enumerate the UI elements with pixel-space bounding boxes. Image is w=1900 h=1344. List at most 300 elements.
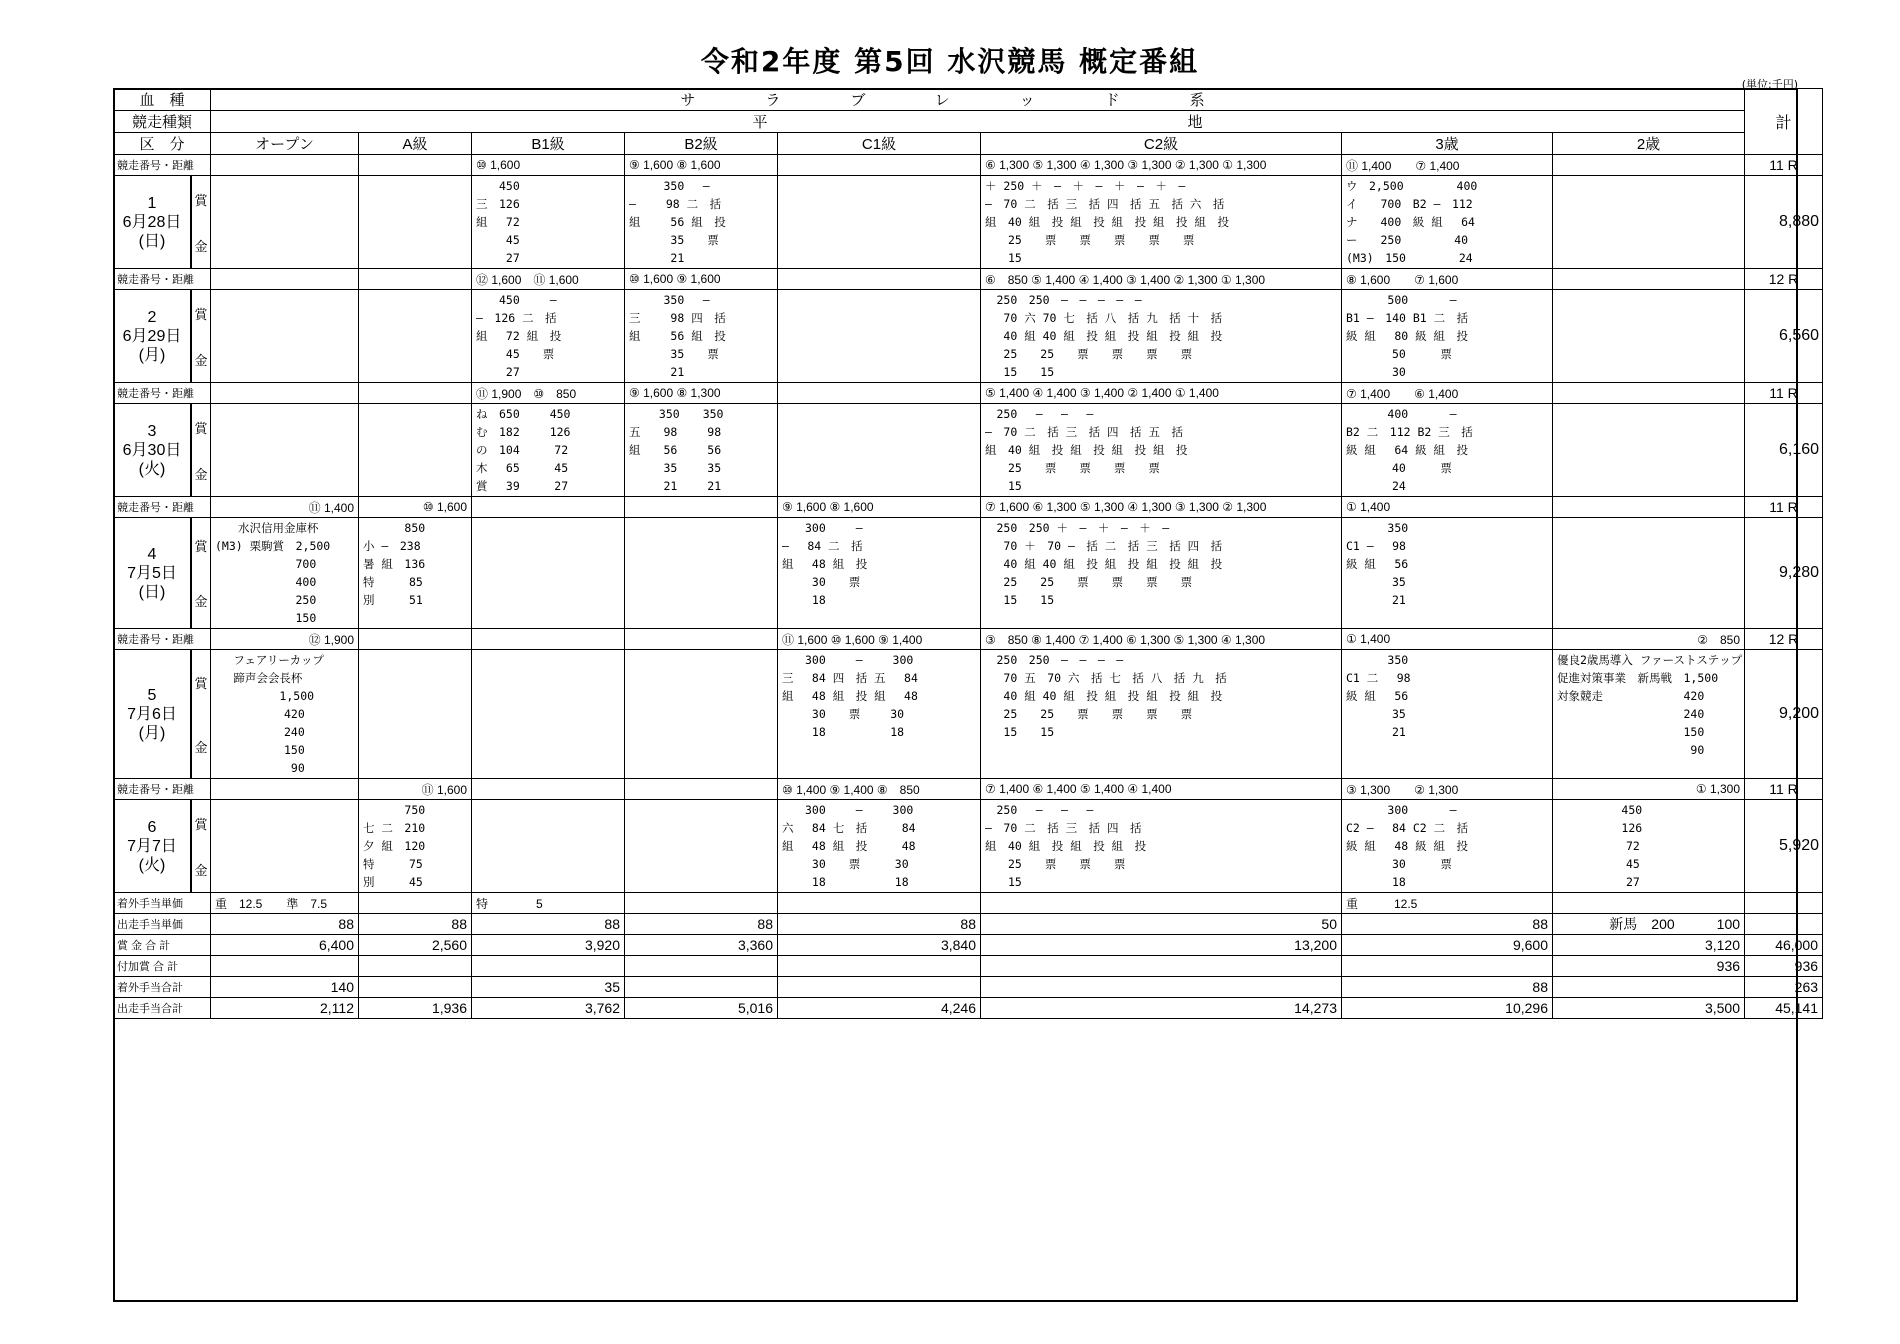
prize-cell-b2 <box>625 650 778 779</box>
prize-cell-a <box>359 518 472 629</box>
run-total-value: 1,936 <box>359 998 472 1019</box>
day-weekday: (日) <box>138 583 166 601</box>
prize-cell-3yo <box>1342 290 1553 383</box>
day-number: 2 <box>147 308 157 326</box>
race-numbers-2yo: ① 1,300 <box>1553 779 1745 800</box>
day-row <box>114 404 1823 497</box>
prize-breakdown <box>625 650 777 652</box>
race-numbers-2yo: ② 850 <box>1553 629 1745 650</box>
prize-label-2: 金 <box>194 739 208 755</box>
run-unit-label: 出走手当単価 <box>114 914 211 935</box>
prize-cell-open <box>211 650 359 779</box>
program-table <box>113 88 1823 1019</box>
prize-cell-open <box>211 800 359 893</box>
day-block <box>114 518 210 628</box>
prize-breakdown <box>472 650 624 652</box>
unit-note: (単位:千円) <box>1741 78 1798 91</box>
bonus-total-value: 140 <box>211 977 359 998</box>
bonus-total-value: 35 <box>472 977 625 998</box>
prize-breakdown: 450 三 126 組 72 45 27 <box>476 179 520 265</box>
race-number-row <box>114 779 1823 800</box>
run-unit-value: 88 <box>359 914 472 935</box>
run-total-value: 14,273 <box>981 998 1342 1019</box>
day-cell <box>114 404 211 497</box>
prize-breakdown: 400 ― B2 二 112 B2 三 括 級 組 64 級 組 投 40 票 24 <box>1346 407 1473 493</box>
prize-cell-c1 <box>778 650 981 779</box>
class-open: オープン <box>211 133 359 155</box>
bonus-unit-c1 <box>778 893 981 914</box>
race-count: 11 R <box>1745 779 1823 800</box>
prize-cell-c1 <box>778 404 981 497</box>
run-unit-row <box>114 914 1823 935</box>
race-numbers-3yo: ① 1,400 <box>1342 629 1553 650</box>
bonus-total-value: 263 <box>1745 977 1823 998</box>
race-numbers-c1: ⑨ 1,600 ⑧ 1,600 <box>778 497 981 518</box>
race-numbers-2yo <box>1553 155 1745 176</box>
run-total-value: 10,296 <box>1342 998 1553 1019</box>
day-block <box>114 290 210 382</box>
extra-total-value <box>472 956 625 977</box>
run-unit-value: 新馬 200 100 <box>1553 914 1745 935</box>
prize-total-label: 賞 金 合 計 <box>114 935 211 956</box>
day-block <box>114 800 210 892</box>
prize-cell-c1 <box>778 800 981 893</box>
prize-breakdown <box>359 176 471 178</box>
day-weekday: (火) <box>138 856 166 874</box>
race-numbers-b1 <box>472 497 625 518</box>
day-date: 6月28日 <box>122 213 182 231</box>
day-info <box>114 800 190 892</box>
prize-label-2: 金 <box>194 238 208 254</box>
race-numbers-c2: ⑥ 850 ⑤ 1,400 ④ 1,400 ③ 1,400 ② 1,300 ① 1,300 <box>981 269 1342 290</box>
prize-breakdown: 300 ― 300 六 84 七 括 84 組 48 組 投 48 30 票 30 18 18 <box>782 803 916 889</box>
class-b1: B1級 <box>472 133 625 155</box>
day-total: 5,920 <box>1745 800 1823 893</box>
prize-breakdown <box>359 650 471 652</box>
prize-cell-3yo <box>1342 650 1553 779</box>
prize-breakdown: 350 350 五 98 98 組 56 56 35 35 21 21 <box>629 407 724 493</box>
day-date: 7月7日 <box>127 837 177 855</box>
prize-breakdown: 250 250 ― ― ― ― ― 70 六 70 七 括 八 括 九 括 十 括 40 組 40 組 投 組 投 組 投 組 投 25 25 票 票 票 票 15 15 <box>996 293 1223 379</box>
extra-total-value <box>625 956 778 977</box>
prize-cell-c2 <box>981 176 1342 269</box>
run-total-value: 5,016 <box>625 998 778 1019</box>
race-numbers-b2: ⑨ 1,600 ⑧ 1,600 <box>625 155 778 176</box>
prize-label <box>190 290 210 382</box>
race-number-label: 競走番号・距離 <box>114 269 211 290</box>
prize-label <box>190 176 210 268</box>
day-row <box>114 176 1823 269</box>
day-number: 6 <box>147 818 157 836</box>
total-label: 計 <box>1745 89 1823 155</box>
day-row <box>114 518 1823 629</box>
prize-breakdown: ＋ 250 ＋ ― ＋ ― ＋ ― ＋ ― ― 70 二 括 三 括 四 括 五 括 六 括 組 40 組 投 組 投 組 投 組 投 組 投 25 票 票 票 票 票 15 <box>985 179 1229 265</box>
race-numbers-b1 <box>472 779 625 800</box>
run-total-value: 2,112 <box>211 998 359 1019</box>
prize-cell-b1 <box>472 404 625 497</box>
race-numbers-b2: ⑩ 1,600 ⑨ 1,600 <box>625 269 778 290</box>
prize-label <box>190 518 210 628</box>
prize-breakdown <box>1553 404 1744 406</box>
run-unit-value: 88 <box>1342 914 1553 935</box>
race-numbers-2yo <box>1553 269 1745 290</box>
race-numbers-3yo: ⑪ 1,400 ⑦ 1,400 <box>1342 155 1553 176</box>
prize-cell-b1 <box>472 290 625 383</box>
bonus-total-label: 着外手当合計 <box>114 977 211 998</box>
prize-cell-3yo <box>1342 404 1553 497</box>
race-numbers-b2 <box>625 629 778 650</box>
prize-cell-c2 <box>981 650 1342 779</box>
prize-total-value: 3,840 <box>778 935 981 956</box>
day-weekday: (月) <box>138 724 166 742</box>
prize-cell-c1 <box>778 518 981 629</box>
race-number-row <box>114 497 1823 518</box>
class-3yo: 3歳 <box>1342 133 1553 155</box>
prize-breakdown <box>778 404 980 406</box>
prize-breakdown: 250 250 ― ― ― ― 70 五 70 六 括 七 括 八 括 九 括 40 組 40 組 投 組 投 組 投 組 投 25 25 票 票 票 票 15 15 <box>996 653 1227 739</box>
prize-total-value: 9,600 <box>1342 935 1553 956</box>
day-cell <box>114 176 211 269</box>
day-date: 6月30日 <box>122 441 182 459</box>
race-numbers-3yo: ① 1,400 <box>1342 497 1553 518</box>
prize-cell-2yo <box>1553 650 1745 779</box>
race-numbers-2yo <box>1553 383 1745 404</box>
race-count: 11 R <box>1745 497 1823 518</box>
bonus-unit-b1: 特 5 <box>472 893 625 914</box>
bonus-total-value <box>359 977 472 998</box>
race-numbers-c1: ⑩ 1,400 ⑨ 1,400 ⑧ 850 <box>778 779 981 800</box>
day-row <box>114 800 1823 893</box>
prize-breakdown <box>472 800 624 802</box>
race-numbers-open <box>211 383 359 404</box>
race-numbers-c2: ③ 850 ⑧ 1,400 ⑦ 1,400 ⑥ 1,300 ⑤ 1,300 ④ 1,300 <box>981 629 1342 650</box>
prize-cell-2yo <box>1553 800 1745 893</box>
race-numbers-c2: ⑥ 1,300 ⑤ 1,300 ④ 1,300 ③ 1,300 ② 1,300 ① 1,300 <box>981 155 1342 176</box>
page-title: 令和2年度 第5回 水沢競馬 概定番組 <box>700 45 1200 78</box>
prize-cell-a <box>359 800 472 893</box>
bonus-unit-row <box>114 893 1823 914</box>
bonus-unit-2yo <box>1553 893 1745 914</box>
prize-total-value: 6,400 <box>211 935 359 956</box>
prize-breakdown <box>211 176 358 178</box>
prize-cell-c2 <box>981 404 1342 497</box>
prize-breakdown: 250 250 ＋ ― ＋ ― ＋ ― 70 ＋ 70 ― 括 二 括 三 括 四 括 40 組 40 組 投 組 投 組 投 組 投 25 25 票 票 票 票 15 15 <box>996 521 1223 607</box>
run-total-row <box>114 998 1823 1019</box>
day-date: 7月5日 <box>127 564 177 582</box>
prize-cell-c1 <box>778 290 981 383</box>
day-total: 8,880 <box>1745 176 1823 269</box>
prize-label-1: 賞 <box>194 306 208 322</box>
day-cell <box>114 290 211 383</box>
run-unit-value: 88 <box>472 914 625 935</box>
day-weekday: (月) <box>138 346 166 364</box>
prize-breakdown <box>1553 176 1744 178</box>
prize-breakdown: 優良2歳馬導入 ファーストステップ 促進対策事業 新馬戦 1,500 対象競走 420 240 150 90 <box>1557 653 1743 757</box>
race-numbers-3yo: ③ 1,300 ② 1,300 <box>1342 779 1553 800</box>
extra-total-value: 936 <box>1745 956 1823 977</box>
prize-breakdown: 450 ― ― 126 二 括 組 72 組 投 45 票 27 <box>476 293 562 379</box>
prize-breakdown <box>211 404 358 406</box>
prize-breakdown: ウ 2,500 400 イ 700 B2 ― 112 ナ 400 級 組 64 ー 250 40 (M3) 150 24 <box>1346 179 1478 265</box>
prize-total-value: 46,000 <box>1745 935 1823 956</box>
breed-label: 血 種 <box>114 89 211 111</box>
prize-cell-b2 <box>625 518 778 629</box>
prize-breakdown <box>625 518 777 520</box>
prize-total-value: 3,120 <box>1553 935 1745 956</box>
prize-cell-b1 <box>472 800 625 893</box>
prize-breakdown: 300 ― C2 ― 84 C2 二 括 級 組 48 級 組 投 30 票 18 <box>1346 803 1469 889</box>
day-total: 6,160 <box>1745 404 1823 497</box>
prize-cell-c1 <box>778 176 981 269</box>
race-number-label: 競走番号・距離 <box>114 155 211 176</box>
day-number: 3 <box>147 422 157 440</box>
race-numbers-open <box>211 269 359 290</box>
class-label: 区 分 <box>114 133 211 155</box>
run-total-value: 3,762 <box>472 998 625 1019</box>
day-total: 9,200 <box>1745 650 1823 779</box>
race-numbers-b1: ⑪ 1,900 ⑩ 850 <box>472 383 625 404</box>
race-numbers-open <box>211 779 359 800</box>
day-info <box>114 650 190 778</box>
day-block <box>114 650 210 778</box>
race-numbers-3yo: ⑦ 1,400 ⑥ 1,400 <box>1342 383 1553 404</box>
bonus-total-row <box>114 977 1823 998</box>
prize-label <box>190 404 210 496</box>
bonus-unit-open: 重 12.5 準 7.5 <box>211 893 359 914</box>
prize-breakdown: 350 C1 二 98 級 組 56 35 21 <box>1346 653 1411 739</box>
run-unit-value: 88 <box>625 914 778 935</box>
prize-cell-b1 <box>472 650 625 779</box>
race-numbers-c2: ⑦ 1,600 ⑥ 1,300 ⑤ 1,300 ④ 1,300 ③ 1,300 ② 1,300 <box>981 497 1342 518</box>
run-total-value: 45,141 <box>1745 998 1823 1019</box>
race-number-label: 競走番号・距離 <box>114 383 211 404</box>
race-numbers-2yo <box>1553 497 1745 518</box>
class-b2: B2級 <box>625 133 778 155</box>
extra-total-label: 付加賞 合 計 <box>114 956 211 977</box>
race-numbers-open: ⑪ 1,400 <box>211 497 359 518</box>
prize-breakdown <box>1553 518 1744 520</box>
bonus-total-value <box>625 977 778 998</box>
prize-breakdown <box>211 800 358 802</box>
bonus-unit-total <box>1745 893 1823 914</box>
prize-breakdown: 350 C1 ― 98 級 組 56 35 21 <box>1346 521 1409 607</box>
prize-label-1: 賞 <box>194 539 208 554</box>
extra-total-value <box>778 956 981 977</box>
race-number-label: 競走番号・距離 <box>114 629 211 650</box>
run-unit-value <box>1745 914 1823 935</box>
prize-cell-open <box>211 404 359 497</box>
prize-breakdown: 300 ― ― 84 二 括 組 48 組 投 30 票 18 <box>782 521 868 607</box>
prize-label-1: 賞 <box>194 192 208 208</box>
prize-label-1: 賞 <box>194 420 208 436</box>
race-number-row <box>114 155 1823 176</box>
day-date: 6月29日 <box>122 327 182 345</box>
extra-total-row <box>114 956 1823 977</box>
race-numbers-a: ⑩ 1,600 <box>359 497 472 518</box>
day-row <box>114 650 1823 779</box>
prize-breakdown <box>778 176 980 178</box>
day-row <box>114 290 1823 383</box>
class-c2: C2級 <box>981 133 1342 155</box>
day-number: 5 <box>147 686 157 704</box>
day-total: 6,560 <box>1745 290 1823 383</box>
prize-cell-open <box>211 518 359 629</box>
bonus-total-value <box>981 977 1342 998</box>
prize-cell-b1 <box>472 518 625 629</box>
prize-breakdown: 水沢信用金庫杯 (M3) 栗駒賞 2,500 700 400 250 150 <box>215 521 331 625</box>
race-numbers-c2: ⑤ 1,400 ④ 1,400 ③ 1,400 ② 1,400 ① 1,400 <box>981 383 1342 404</box>
prize-label-1: 賞 <box>194 675 208 691</box>
day-block <box>114 404 210 496</box>
bonus-unit-3yo: 重 12.5 <box>1342 893 1553 914</box>
prize-cell-c2 <box>981 290 1342 383</box>
bonus-unit-a <box>359 893 472 914</box>
prize-label-2: 金 <box>194 466 208 482</box>
day-date: 7月6日 <box>127 705 177 723</box>
day-block <box>114 176 210 268</box>
prize-cell-a <box>359 290 472 383</box>
prize-breakdown <box>359 404 471 406</box>
race-number-label: 競走番号・距離 <box>114 497 211 518</box>
prize-cell-2yo <box>1553 518 1745 629</box>
race-numbers-a <box>359 269 472 290</box>
race-numbers-c2: ⑦ 1,400 ⑥ 1,400 ⑤ 1,400 ④ 1,400 <box>981 779 1342 800</box>
bonus-total-value: 88 <box>1342 977 1553 998</box>
prize-label-1: 賞 <box>194 816 208 832</box>
bonus-total-value <box>778 977 981 998</box>
race-numbers-a <box>359 629 472 650</box>
race-numbers-b1: ⑩ 1,600 <box>472 155 625 176</box>
prize-cell-c2 <box>981 518 1342 629</box>
race-count: 11 R <box>1745 383 1823 404</box>
run-total-value: 4,246 <box>778 998 981 1019</box>
day-total: 9,280 <box>1745 518 1823 629</box>
prize-breakdown <box>625 800 777 802</box>
race-numbers-open <box>211 155 359 176</box>
class-2yo: 2歳 <box>1553 133 1745 155</box>
prize-cell-3yo <box>1342 176 1553 269</box>
race-count: 12 R <box>1745 629 1823 650</box>
bonus-unit-b2 <box>625 893 778 914</box>
prize-breakdown: 300 ― 300 三 84 四 括 五 84 組 48 組 投 組 48 30 票 30 18 18 <box>782 653 918 739</box>
prize-breakdown <box>472 518 624 520</box>
day-cell <box>114 650 211 779</box>
prize-total-value: 3,360 <box>625 935 778 956</box>
prize-breakdown: 250 ― ― ― ― 70 二 括 三 括 四 括 組 40 組 投 組 投 組 投 25 票 票 票 15 <box>985 803 1147 889</box>
run-total-value: 3,500 <box>1553 998 1745 1019</box>
prize-breakdown: 350 ― 三 98 四 括 組 56 組 投 35 票 21 <box>629 293 726 379</box>
prize-breakdown: 850 小 ― 238 暑 組 136 特 85 別 51 <box>363 521 426 607</box>
extra-total-value <box>359 956 472 977</box>
race-numbers-c1 <box>778 155 981 176</box>
day-info <box>114 176 190 268</box>
day-cell <box>114 800 211 893</box>
race-numbers-a: ⑪ 1,600 <box>359 779 472 800</box>
prize-cell-b2 <box>625 404 778 497</box>
prize-cell-b2 <box>625 290 778 383</box>
prize-cell-c2 <box>981 800 1342 893</box>
day-cell <box>114 518 211 629</box>
prize-cell-open <box>211 176 359 269</box>
prize-total-row <box>114 935 1823 956</box>
run-unit-value: 88 <box>211 914 359 935</box>
race-numbers-b2 <box>625 497 778 518</box>
race-numbers-c1 <box>778 383 981 404</box>
bonus-unit-c2 <box>981 893 1342 914</box>
prize-breakdown: ね 650 450 む 182 126 の 104 72 木 65 45 賞 39 27 <box>476 407 571 493</box>
race-numbers-a <box>359 155 472 176</box>
race-count: 12 R <box>1745 269 1823 290</box>
prize-label <box>190 650 210 778</box>
run-total-label: 出走手当合計 <box>114 998 211 1019</box>
prize-cell-b2 <box>625 176 778 269</box>
race-type-value: 平地 <box>211 111 1745 133</box>
prize-breakdown: 750 七 二 210 夕 組 120 特 75 別 45 <box>363 803 426 889</box>
race-count: 11 R <box>1745 155 1823 176</box>
extra-total-value: 936 <box>1553 956 1745 977</box>
bonus-total-value <box>1553 977 1745 998</box>
prize-cell-2yo <box>1553 290 1745 383</box>
prize-total-value: 13,200 <box>981 935 1342 956</box>
race-numbers-open: ⑫ 1,900 <box>211 629 359 650</box>
bonus-unit-label: 着外手当単価 <box>114 893 211 914</box>
prize-breakdown: 450 126 72 45 27 <box>1621 803 1643 889</box>
extra-total-value <box>211 956 359 977</box>
prize-cell-b1 <box>472 176 625 269</box>
prize-cell-b2 <box>625 800 778 893</box>
day-number: 1 <box>147 194 157 212</box>
prize-breakdown: フェアリーカップ 蹄声会会長杯 1,500 420 240 150 90 <box>233 653 325 775</box>
prize-cell-2yo <box>1553 176 1745 269</box>
day-number: 4 <box>147 545 157 563</box>
prize-cell-a <box>359 650 472 779</box>
run-unit-value: 88 <box>778 914 981 935</box>
prize-breakdown: 250 ― ― ― ― 70 二 括 三 括 四 括 五 括 組 40 組 投 組 投 組 投 組 投 25 票 票 票 票 15 <box>985 407 1188 493</box>
extra-total-value <box>981 956 1342 977</box>
prize-label-2: 金 <box>194 862 208 878</box>
race-numbers-b2 <box>625 779 778 800</box>
race-numbers-b1 <box>472 629 625 650</box>
class-a: A級 <box>359 133 472 155</box>
prize-label-2: 金 <box>194 594 208 609</box>
prize-label <box>190 800 210 892</box>
prize-cell-3yo <box>1342 800 1553 893</box>
prize-cell-open <box>211 290 359 383</box>
race-number-label: 競走番号・距離 <box>114 779 211 800</box>
day-info <box>114 518 190 628</box>
prize-breakdown <box>1553 290 1744 292</box>
race-numbers-c1: ⑪ 1,600 ⑩ 1,600 ⑨ 1,400 <box>778 629 981 650</box>
race-numbers-a <box>359 383 472 404</box>
prize-breakdown <box>359 290 471 292</box>
race-numbers-3yo: ⑧ 1,600 ⑦ 1,600 <box>1342 269 1553 290</box>
prize-total-value: 2,560 <box>359 935 472 956</box>
run-unit-value: 50 <box>981 914 1342 935</box>
extra-total-value <box>1342 956 1553 977</box>
prize-breakdown: 350 ― ― 98 二 括 組 56 組 投 35 票 21 <box>629 179 726 265</box>
race-type-label: 競走種類 <box>114 111 211 133</box>
prize-cell-3yo <box>1342 518 1553 629</box>
race-numbers-b2: ⑨ 1,600 ⑧ 1,300 <box>625 383 778 404</box>
day-weekday: (日) <box>138 232 166 250</box>
prize-label-2: 金 <box>194 352 208 368</box>
prize-breakdown <box>778 290 980 292</box>
race-number-row <box>114 629 1823 650</box>
prize-cell-2yo <box>1553 404 1745 497</box>
day-info <box>114 290 190 382</box>
day-weekday: (火) <box>138 460 166 478</box>
prize-cell-a <box>359 404 472 497</box>
